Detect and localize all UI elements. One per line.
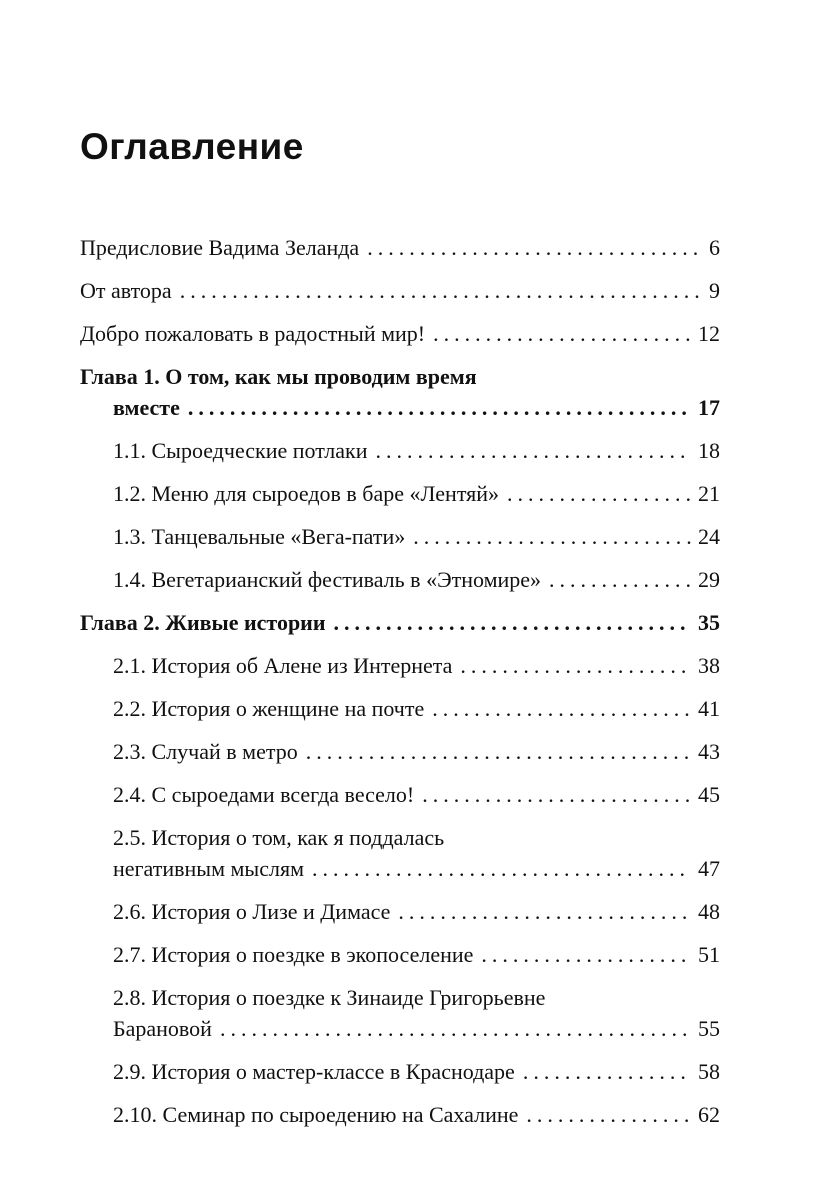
toc-entry: [80, 1056, 720, 1087]
dot-leader: [188, 392, 691, 423]
toc-entry-label: 2.9. История о мастер-классе в Краснодаре: [113, 1059, 515, 1084]
toc-entry: [80, 478, 720, 509]
toc-entry: [80, 736, 720, 767]
page-title: Оглавление: [80, 126, 304, 167]
toc-entry-page: 21: [698, 481, 720, 506]
toc-entry: [80, 275, 720, 306]
toc-entry: [80, 982, 720, 1044]
toc-entry: [80, 693, 720, 724]
toc-entry-page: 17: [698, 395, 720, 420]
dot-leader: [549, 564, 691, 595]
toc-entry-line1: 2.5. История о том, как я поддалась: [113, 825, 445, 850]
toc-entry-page: 47: [698, 856, 720, 881]
toc-entry-page: 35: [698, 610, 720, 635]
dot-leader: [367, 232, 702, 263]
toc-entry-page: 9: [709, 278, 720, 303]
dot-leader: [220, 1013, 691, 1044]
toc-entry-label: 2.6. История о Лизе и Димасе: [113, 899, 391, 924]
toc-entry-label: Барановой: [113, 1016, 212, 1041]
dot-leader: [460, 650, 691, 681]
toc-entry-page: 43: [698, 739, 720, 764]
toc-entry-line1: 2.8. История о поездке к Зинаиде Григорьевне: [113, 985, 546, 1010]
toc-entry: [80, 564, 720, 595]
toc-entry-page: 62: [698, 1102, 720, 1127]
toc-entry-label: 2.10. Семинар по сыроедению на Сахалине: [113, 1102, 519, 1127]
toc-entry: [80, 521, 720, 552]
toc-entry: [80, 435, 720, 466]
toc-entry-label: Предисловие Вадима Зеланда: [80, 235, 360, 260]
toc-entry-label: 2.2. История о женщине на почте: [113, 696, 425, 721]
dot-leader: [306, 736, 691, 767]
table-of-contents: [80, 232, 720, 1130]
toc-entry-label: 2.3. Случай в метро: [113, 739, 298, 764]
toc-entry-label: 1.1. Сыроедческие потлаки: [113, 438, 368, 463]
toc-entry-line1: Глава 1. О том, как мы проводим время: [80, 364, 477, 389]
toc-entry-page: 38: [698, 653, 720, 678]
toc-entry-label: От автора: [80, 278, 172, 303]
toc-entry-page: 6: [709, 235, 720, 260]
dot-leader: [312, 853, 691, 884]
toc-entry-label: Глава 2. Живые истории: [80, 610, 326, 635]
dot-leader: [432, 693, 691, 724]
toc-entry-page: 51: [698, 942, 720, 967]
toc-entry: [80, 822, 720, 884]
toc-entry: [80, 779, 720, 810]
toc-entry-page: 58: [698, 1059, 720, 1084]
dot-leader: [413, 521, 691, 552]
dot-leader: [398, 896, 691, 927]
toc-entry-label: 2.1. История об Алене из Интернета: [113, 653, 453, 678]
toc-entry-chapter: [80, 361, 720, 423]
toc-entry-page: 18: [698, 438, 720, 463]
toc-entry-page: 24: [698, 524, 720, 549]
toc-entry: [80, 318, 720, 349]
dot-leader: [180, 275, 702, 306]
toc-entry-label: негативным мыслям: [113, 856, 304, 881]
toc-entry: [80, 896, 720, 927]
dot-leader: [334, 607, 691, 638]
toc-entry-chapter: [80, 607, 720, 638]
toc-entry: [80, 1099, 720, 1130]
dot-leader: [481, 939, 691, 970]
toc-entry-page: 45: [698, 782, 720, 807]
toc-entry-label: вместе: [113, 395, 180, 420]
toc-entry-page: 55: [698, 1016, 720, 1041]
toc-entry-page: 48: [698, 899, 720, 924]
toc-entry: [80, 939, 720, 970]
dot-leader: [433, 318, 691, 349]
toc-entry-label: 1.3. Танцевальные «Вега-пати»: [113, 524, 406, 549]
toc-entry-label: 2.4. С сыроедами всегда весело!: [113, 782, 415, 807]
toc-entry: [80, 232, 720, 263]
toc-entry-page: 41: [698, 696, 720, 721]
dot-leader: [376, 435, 691, 466]
dot-leader: [422, 779, 691, 810]
toc-entry-label: Добро пожаловать в радостный мир!: [80, 321, 426, 346]
dot-leader: [526, 1099, 691, 1130]
dot-leader: [507, 478, 691, 509]
toc-entry-label: 2.7. История о поездке в экопоселение: [113, 942, 474, 967]
toc-entry: [80, 650, 720, 681]
toc-entry-page: 12: [698, 321, 720, 346]
toc-entry-label: 1.2. Меню для сыроедов в баре «Лентяй»: [113, 481, 500, 506]
toc-entry-label: 1.4. Вегетарианский фестиваль в «Этномире»: [113, 567, 542, 592]
dot-leader: [523, 1056, 691, 1087]
toc-entry-page: 29: [698, 567, 720, 592]
